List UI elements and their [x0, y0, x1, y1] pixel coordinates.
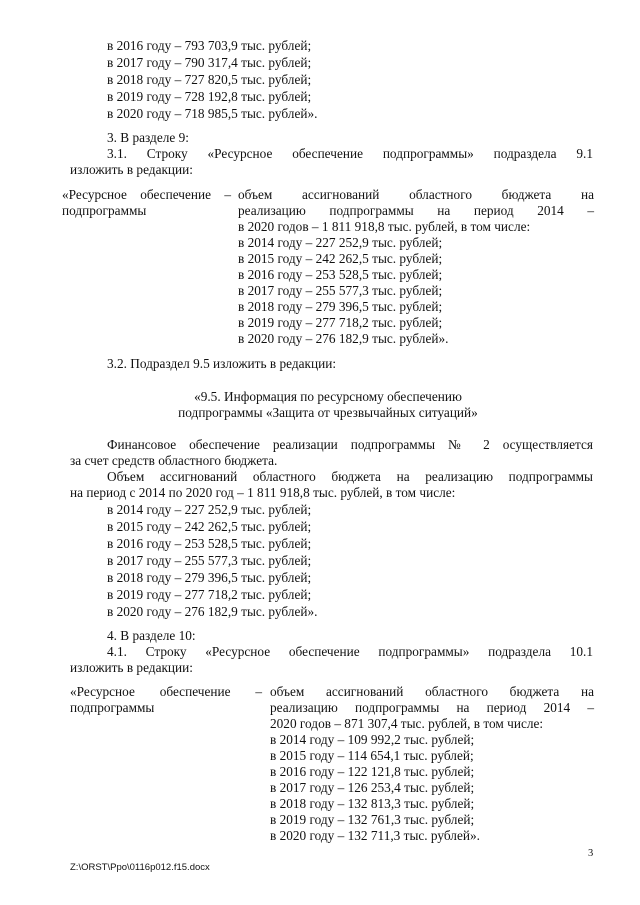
list-item: в 2018 году – 279 396,5 тыс. рублей; — [107, 570, 312, 585]
table-right-line: объем ассигнований областного бюджета на — [270, 684, 594, 699]
page-number: 3 — [588, 848, 594, 859]
table-right-line: в 2017 году – 126 253,4 тыс. рублей; — [270, 780, 475, 795]
list-item: в 2019 году – 277 718,2 тыс. рублей; — [107, 587, 312, 602]
section-heading: 4. В разделе 10: — [107, 628, 196, 643]
table-right-line: в 2014 году – 227 252,9 тыс. рублей; — [238, 235, 443, 250]
top-list-item: в 2018 году – 727 820,5 тыс. рублей; — [107, 72, 312, 87]
top-list-item: в 2016 году – 793 703,9 тыс. рублей; — [107, 38, 312, 53]
table-right-line: реализацию подпрограммы на период 2014 – — [270, 700, 594, 715]
table-right-line: в 2015 году – 114 654,1 тыс. рублей; — [270, 748, 474, 763]
list-item: в 2016 году – 253 528,5 тыс. рублей; — [107, 536, 312, 551]
list-item: в 2015 году – 242 262,5 тыс. рублей; — [107, 519, 312, 534]
table-right-line: реализацию подпрограммы на период 2014 – — [238, 203, 594, 218]
subitem-text: 3.2. Подраздел 9.5 изложить в редакции: — [107, 356, 337, 371]
top-list-item: в 2017 году – 790 317,4 тыс. рублей; — [107, 55, 312, 70]
table-right-line: 2020 годов – 871 307,4 тыс. рублей, в том числе: — [270, 716, 544, 731]
table-right-line: в 2019 году – 277 718,2 тыс. рублей; — [238, 315, 443, 330]
table-right-line: в 2018 году – 132 813,3 тыс. рублей; — [270, 796, 475, 811]
section-item-text: изложить в редакции: — [70, 660, 193, 675]
table-right-line: в 2020 году – 132 711,3 тыс. рублей». — [270, 828, 480, 843]
table-right-line: в 2014 году – 109 992,2 тыс. рублей; — [270, 732, 475, 747]
table-right-line: в 2016 году – 253 528,5 тыс. рублей; — [238, 267, 443, 282]
section-item-text: 3.1. Строку «Ресурсное обеспечение подпрограммы» подраздела 9.1 — [107, 146, 593, 161]
paragraph-text: за счет средств областного бюджета. — [70, 453, 278, 468]
table-right-line: в 2016 году – 122 121,8 тыс. рублей; — [270, 764, 475, 779]
top-list-item: в 2020 году – 718 985,5 тыс. рублей». — [107, 106, 318, 121]
top-list-item: в 2019 году – 728 192,8 тыс. рублей; — [107, 89, 312, 104]
list-item: в 2017 году – 255 577,3 тыс. рублей; — [107, 553, 312, 568]
paragraph-text: Финансовое обеспечение реализации подпрограммы № 2 осуществляется — [107, 437, 593, 452]
table-left-label: «Ресурсное обеспечение – — [62, 187, 231, 202]
table-right-line: в 2020 году – 276 182,9 тыс. рублей». — [238, 331, 449, 346]
list-item: в 2020 году – 276 182,9 тыс. рублей». — [107, 604, 318, 619]
section-heading: 3. В разделе 9: — [107, 130, 189, 145]
table-right-line: в 2020 годов – 1 811 918,8 тыс. рублей, в том числе: — [238, 219, 531, 234]
table-left-label: «Ресурсное обеспечение – — [70, 684, 262, 699]
section-item-text: изложить в редакции: — [70, 162, 193, 177]
section-item-text: 4.1. Строку «Ресурсное обеспечение подпрограммы» подраздела 10.1 — [107, 644, 593, 659]
table-right-line: в 2015 году – 242 262,5 тыс. рублей; — [238, 251, 443, 266]
section-title: подпрограммы «Защита от чрезвычайных ситуаций» — [178, 405, 478, 420]
table-left-label: подпрограммы — [62, 203, 147, 218]
paragraph-text: Объем ассигнований областного бюджета на реализацию подпрограммы — [107, 469, 593, 484]
section-title: «9.5. Информация по ресурсному обеспечению — [194, 389, 462, 404]
table-right-line: в 2017 году – 255 577,3 тыс. рублей; — [238, 283, 443, 298]
table-right-line: в 2019 году – 132 761,3 тыс. рублей; — [270, 812, 475, 827]
table-right-line: объем ассигнований областного бюджета на — [238, 187, 594, 202]
table-right-line: в 2018 году – 279 396,5 тыс. рублей; — [238, 299, 443, 314]
list-item: в 2014 году – 227 252,9 тыс. рублей; — [107, 502, 312, 517]
footer-file-path: Z:\ORST\Ppo\0116p012.f15.docx — [70, 862, 210, 873]
table-left-label: подпрограммы — [70, 700, 155, 715]
paragraph-text: на период с 2014 по 2020 год – 1 811 918,8 тыс. рублей, в том числе: — [70, 485, 456, 500]
